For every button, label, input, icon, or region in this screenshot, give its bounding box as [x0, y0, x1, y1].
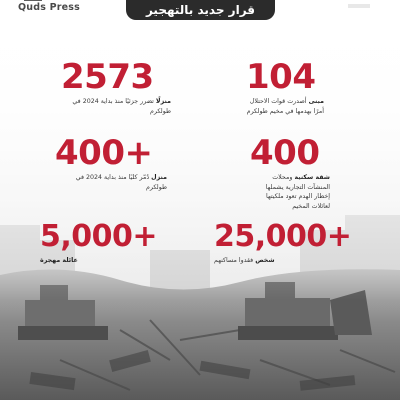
page-title: قرار جديد بالتهجير: [145, 2, 256, 17]
corner-decoration: [348, 4, 370, 8]
stat-displaced-families: [40, 219, 170, 266]
stat-value: 400+: [55, 133, 153, 173]
stat-value: 400: [250, 133, 320, 173]
stat-value: 25,000+: [214, 219, 352, 254]
stat-caption: منزل دُمّر كليًا منذ بداية 2024 في طولكرم: [75, 174, 167, 191]
stat-value: 2573: [61, 57, 154, 97]
stat-apartments-shops: [250, 133, 330, 211]
title-banner: [126, 0, 275, 20]
stat-fully-destroyed: [55, 133, 167, 192]
stat-buildings-marked: [246, 57, 324, 116]
stat-caption: عائلة مهجرة: [40, 257, 78, 264]
stat-caption: شقة سكنية ومحلات المنشآت التجارية يشملها إخطار الهدم تعود ملكيتها لعائلات المخيم: [265, 174, 330, 210]
stat-lost-homes: [214, 219, 354, 266]
stat-caption: شخص فقدوا مساكنهم: [214, 257, 275, 264]
stat-partially-demolished: [61, 57, 171, 116]
stat-value: 5,000+: [40, 219, 158, 254]
stat-value: 104: [246, 57, 316, 97]
brand-logo-mark: [24, 0, 42, 1]
brand-name: Quds Press: [18, 2, 81, 13]
stat-caption: مبنى أصدرت قوات الاحتلال أمرًا بهدمها في مخيم طولكرم: [246, 98, 324, 115]
stat-caption: منزلًا تضرر جزئيًا منذ بداية 2024 في طولكرم: [72, 98, 171, 115]
